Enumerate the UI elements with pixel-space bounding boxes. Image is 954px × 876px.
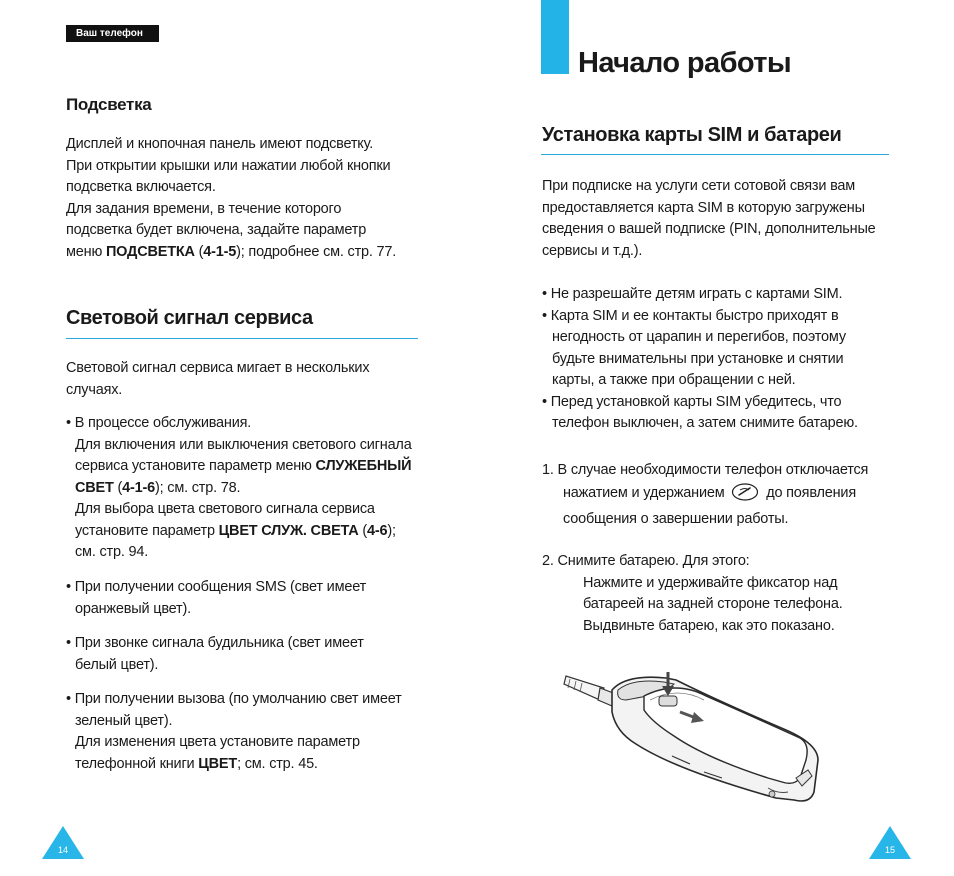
bullet-alarm <box>66 633 364 676</box>
text-line: Для включения или выключения светового сигнала <box>75 436 412 453</box>
text-line: 2. Снимите батарею. Для этого: <box>542 553 750 569</box>
service-light-title: Световой сигнал сервиса <box>66 307 313 329</box>
text-line <box>66 754 402 776</box>
section-header-tag: Ваш телефон <box>66 25 159 42</box>
text-line: • При звонке сигнала будильника (свет имеет <box>66 635 364 651</box>
text-line: подсветка включается. <box>66 179 216 195</box>
text: ; см. стр. 45. <box>237 755 318 772</box>
page-number-text: 14 <box>57 845 68 855</box>
sim-section-title: Установка карты SIM и батареи <box>542 124 842 146</box>
bullet-call <box>66 689 402 775</box>
page-number-right <box>869 826 911 859</box>
text-line <box>66 521 412 543</box>
text-line: зеленый цвет). <box>75 712 173 729</box>
text-line: • Карта SIM и ее контакты быстро приходят в <box>542 307 839 324</box>
step-2 <box>542 551 843 637</box>
text-line: При открытии крышки или нажатии любой кнопки <box>66 157 391 174</box>
menu-code: 4-1-6 <box>122 479 155 496</box>
text-line: телефон выключен, а затем снимите батарею. <box>552 415 858 431</box>
text-line: • В процессе обслуживания. <box>66 415 252 431</box>
step-1 <box>542 460 868 531</box>
text-line <box>66 478 412 500</box>
text-line <box>66 456 412 478</box>
menu-code: 4-6 <box>367 522 388 539</box>
text-line: случаях. <box>66 381 123 398</box>
text-line: сообщения о завершении работы. <box>563 511 789 527</box>
end-call-key-icon <box>731 482 759 510</box>
text-line: оранжевый цвет). <box>75 600 191 617</box>
text: ); <box>387 522 396 539</box>
text-line: карты, а также при обращении с ней. <box>552 372 796 388</box>
chapter-title: Начало работы <box>578 47 792 79</box>
text: ( <box>194 243 204 260</box>
text: ); подробнее см. стр. 77. <box>236 243 397 260</box>
text-line: см. стр. 94. <box>75 544 149 560</box>
menu-code: 4-1-5 <box>203 243 237 260</box>
text-line: сведения о вашей подписке (PIN, дополнительные <box>542 221 876 237</box>
text: до появления <box>766 484 856 501</box>
page-number-text: 15 <box>884 845 895 855</box>
text-line: • Перед установкой карты SIM убедитесь, что <box>542 393 842 410</box>
text-line: Для изменения цвета установите параметр <box>75 734 360 750</box>
text-line: Дисплей и кнопочная панель имеют подсветку. <box>66 136 374 152</box>
text: меню <box>66 243 106 260</box>
text-line: белый цвет). <box>75 656 159 673</box>
text-line: Световой сигнал сервиса мигает в нескольких <box>66 360 370 376</box>
menu-name: ЦВЕТ <box>198 755 238 772</box>
service-light-intro <box>66 358 369 401</box>
text-line: При подписке на услуги сети сотовой связи вам <box>542 178 856 194</box>
text-line: будьте внимательны при установке и снятии <box>552 350 844 367</box>
bullet-sms <box>66 577 366 620</box>
text-line: Для задания времени, в течение которого <box>66 200 342 217</box>
bullet-maintenance <box>66 413 412 564</box>
menu-name: ЦВЕТ СЛУЖ. СВЕТА <box>218 522 359 539</box>
text-line <box>542 482 868 510</box>
text-line: предоставляется карта SIM в которую загружены <box>542 199 865 216</box>
text: ( <box>113 479 123 496</box>
antenna <box>564 676 616 706</box>
section-rule <box>66 338 418 339</box>
phone-battery-illustration <box>556 660 826 810</box>
text-line: сервисы и т.д.). <box>542 242 643 259</box>
text: установите параметр <box>75 522 219 539</box>
text-line: 1. В случае необходимости телефон отключается <box>542 462 869 478</box>
text-line: Для выбора цвета светового сигнала сервиса <box>75 501 375 517</box>
text-line <box>66 242 396 264</box>
text-line: • При получении сообщения SMS (свет имеет <box>66 579 367 595</box>
backlight-title: Подсветка <box>66 95 152 114</box>
menu-name: СВЕТ <box>75 479 114 496</box>
text-line: негодность от царапин и перегибов, поэтому <box>552 329 846 345</box>
text: нажатием и удержанием <box>563 484 725 501</box>
sim-warnings <box>542 284 858 435</box>
section-rule <box>541 154 889 155</box>
text-line: • При получении вызова (по умолчанию свет имеет <box>66 691 402 707</box>
chapter-marker-bar <box>541 0 569 74</box>
menu-name: ПОДСВЕТКА <box>105 243 195 260</box>
text: ); см. стр. 78. <box>155 479 241 496</box>
text-line: Нажмите и удерживайте фиксатор над <box>583 574 838 591</box>
backlight-paragraph <box>66 134 396 263</box>
text-line: батареей на задней стороне телефона. <box>583 596 843 612</box>
text: сервиса установите параметр меню <box>75 458 316 474</box>
text-line: Выдвиньте батарею, как это показано. <box>583 617 835 634</box>
text: ( <box>358 522 368 539</box>
text-line: подсветка будет включена, задайте параметр <box>66 222 367 238</box>
page-number-left <box>42 826 84 859</box>
text: телефонной книги <box>75 755 199 772</box>
menu-name: СЛУЖЕБНЫЙ <box>315 458 412 474</box>
sim-intro <box>542 176 876 262</box>
text-line: • Не разрешайте детям играть с картами SIM. <box>542 286 843 302</box>
